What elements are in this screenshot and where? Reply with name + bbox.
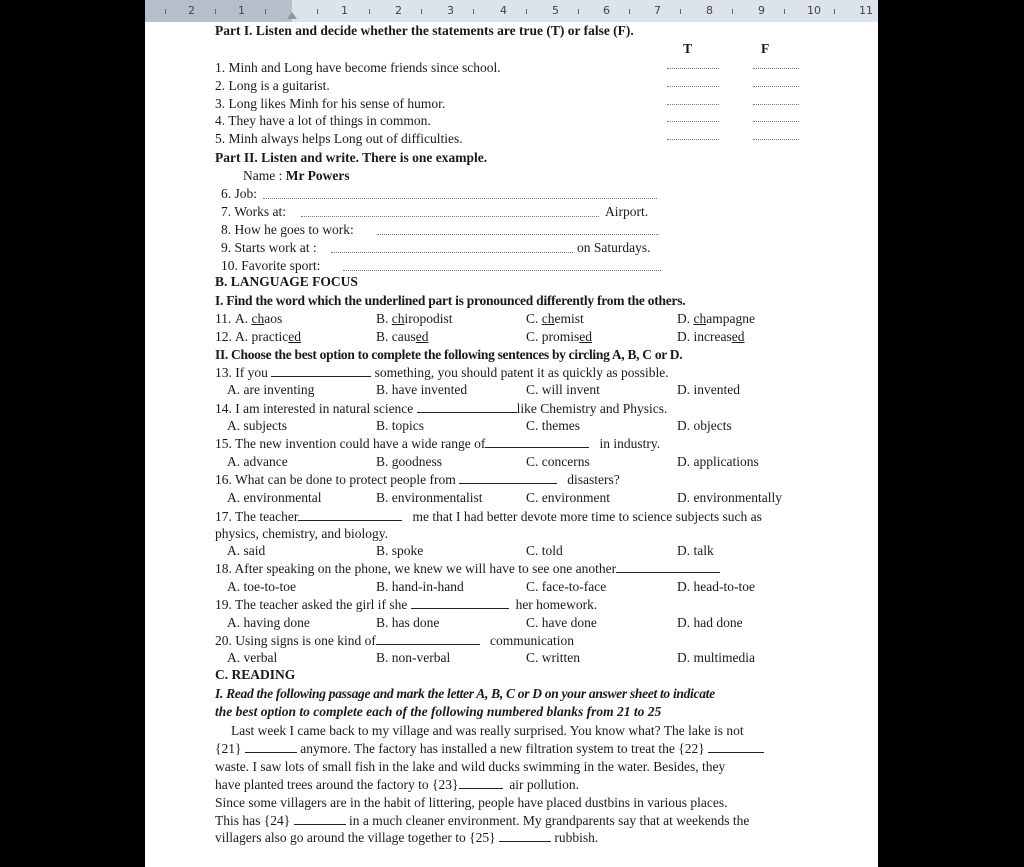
- q20-option-d[interactable]: D. multimedia: [677, 650, 755, 665]
- q18-text-before: 18. After speaking on the phone, we knew we will have to see one another: [215, 561, 617, 576]
- q16-text-after: disasters?: [567, 472, 620, 487]
- q14-answer-blank[interactable]: [417, 401, 517, 413]
- ruler-tick: [473, 9, 474, 14]
- ruler-label: 7: [654, 4, 661, 17]
- statement-4: 4. They have a lot of things in common.: [215, 113, 431, 128]
- question-8-label: 8. How he goes to work:: [221, 222, 354, 237]
- question-6-blank[interactable]: [263, 198, 657, 199]
- q16-option-c[interactable]: C. environment: [526, 490, 610, 505]
- ruler-margin-area: [145, 0, 292, 22]
- ruler-label: 3: [447, 4, 454, 17]
- q20-text-after: communication: [490, 633, 574, 648]
- reading-instruction-line-1: I. Read the following passage and mark the letter A, B, C or D on your answer sheet to indicate: [215, 686, 715, 701]
- answer-blank-t-3[interactable]: [667, 104, 719, 105]
- q12-c-prefix: C. promis: [526, 329, 580, 344]
- passage-line-7-end: rubbish.: [554, 830, 599, 845]
- blank-24-label: This has {24}: [215, 813, 291, 828]
- q12-b-prefix: B. caus: [376, 329, 416, 344]
- passage-line-7: [215, 830, 598, 846]
- q11-b-underlined: ch: [391, 311, 405, 326]
- q17-text-after: me that I had better devote more time to science subjects such as: [412, 509, 762, 524]
- q11-a-suffix: aos: [264, 311, 283, 326]
- q12-a-underlined: ed: [288, 329, 301, 344]
- section-c-heading: C. READING: [215, 667, 296, 682]
- question-10-label: 10. Favorite sport:: [221, 258, 321, 273]
- q19-option-d[interactable]: D. had done: [677, 615, 743, 630]
- q20-text-before: 20. Using signs is one kind of: [215, 633, 376, 648]
- ruler-label: 2: [395, 4, 402, 17]
- q11-option-a[interactable]: [235, 311, 282, 327]
- ruler-label: 8: [706, 4, 713, 17]
- q11-option-b[interactable]: [376, 311, 453, 327]
- question-17-continuation: physics, chemistry, and biology.: [215, 526, 388, 541]
- section-b-part2-heading: II. Choose the best option to complete the following sentences by circling A, B, C or D.: [215, 347, 683, 362]
- false-column-header: F: [761, 41, 770, 56]
- q19-text-before: 19. The teacher asked the girl if she: [215, 597, 408, 612]
- example-name: [243, 168, 350, 184]
- ruler-tick: [629, 9, 630, 14]
- q15-option-a[interactable]: A. advance: [227, 454, 288, 469]
- blank-21[interactable]: [245, 741, 297, 753]
- ruler-tick: [369, 9, 370, 14]
- q11-b-suffix: iropodist: [404, 311, 453, 326]
- q12-b-underlined: ed: [415, 329, 429, 344]
- answer-blank-f-2[interactable]: [753, 86, 799, 87]
- question-7-blank[interactable]: [301, 216, 599, 217]
- ruler-label: 1: [238, 4, 245, 17]
- passage-line-3: waste. I saw lots of small fish in the lake and wild ducks swimming in the water. Besides, they: [215, 759, 726, 774]
- q20-answer-blank[interactable]: [376, 633, 480, 645]
- q16-option-a[interactable]: A. environmental: [227, 490, 322, 505]
- answer-blank-t-4[interactable]: [667, 121, 719, 122]
- passage-line-6-text: in a much cleaner environment. My grandparents say that at weekends the: [348, 813, 750, 828]
- q17-answer-blank[interactable]: [298, 509, 402, 521]
- q11-d-suffix: ampagne: [706, 311, 755, 326]
- q12-c-underlined: ed: [579, 329, 593, 344]
- q14-text-before: 14. I am interested in natural science: [215, 401, 414, 416]
- q17-option-c[interactable]: C. told: [526, 543, 563, 558]
- ruler-label: 5: [552, 4, 559, 17]
- q15-answer-blank[interactable]: [485, 436, 589, 448]
- q18-option-d[interactable]: D. head-to-toe: [677, 579, 755, 594]
- q20-option-b[interactable]: B. non-verbal: [376, 650, 451, 665]
- q12-d-underlined: ed: [731, 329, 745, 344]
- q12-option-a[interactable]: [235, 329, 301, 345]
- question-9-end: on Saturdays.: [577, 240, 651, 255]
- q15-text-before: 15. The new invention could have a wide range of: [215, 436, 486, 451]
- q17-option-a[interactable]: A. said: [227, 543, 266, 558]
- blank-23-label: have planted trees around the factory to {23}: [215, 777, 459, 792]
- answer-blank-t-1[interactable]: [667, 68, 719, 69]
- question-12-number: 12.: [215, 329, 232, 344]
- blank-23[interactable]: [459, 777, 503, 789]
- blank-22[interactable]: [708, 741, 764, 753]
- q15-option-c[interactable]: C. concerns: [526, 454, 590, 469]
- true-column-header: T: [683, 41, 693, 56]
- q16-text-before: 16. What can be done to protect people from: [215, 472, 456, 487]
- q11-a-underlined: ch: [251, 311, 265, 326]
- blank-25-label: villagers also go around the village together to {25}: [215, 830, 496, 845]
- ruler-tick: [784, 9, 785, 14]
- ruler-tick: [680, 9, 681, 14]
- ruler-tick: [834, 9, 835, 14]
- section-b-heading: B. LANGUAGE FOCUS: [215, 274, 358, 289]
- q12-d-prefix: D. increas: [677, 329, 732, 344]
- q16-option-d[interactable]: D. environmentally: [677, 490, 782, 505]
- ruler-label: 1: [341, 4, 348, 17]
- question-19-stem: [215, 597, 597, 613]
- answer-blank-f-1[interactable]: [753, 68, 799, 69]
- q19-answer-blank[interactable]: [411, 597, 509, 609]
- q15-option-b[interactable]: B. goodness: [376, 454, 443, 469]
- document-page[interactable]: [145, 22, 878, 867]
- q16-option-b[interactable]: B. environmentalist: [376, 490, 483, 505]
- ruler-label: 2: [188, 4, 195, 17]
- q11-c-suffix: emist: [554, 311, 584, 326]
- q14-text-after: like Chemistry and Physics.: [516, 401, 668, 416]
- q13-option-c[interactable]: C. will invent: [526, 382, 600, 397]
- part1-heading: Part I. Listen and decide whether the statements are true (T) or false (F).: [215, 23, 634, 38]
- reading-instruction-line-2: the best option to complete each of the following numbered blanks from 21 to 25: [215, 704, 662, 719]
- ruler-label: 11: [859, 4, 873, 17]
- blank-21-label: {21}: [215, 741, 242, 756]
- q11-a-prefix: A.: [235, 311, 252, 326]
- ruler-tick: [578, 9, 579, 14]
- question-18-stem: [215, 561, 720, 577]
- q13-option-a[interactable]: A. are inventing: [227, 382, 315, 397]
- q16-answer-blank[interactable]: [459, 472, 557, 484]
- q12-a-prefix: A. practic: [235, 329, 289, 344]
- question-16-stem: [215, 472, 620, 488]
- statement-3: 3. Long likes Minh for his sense of humor.: [215, 96, 446, 111]
- passage-line-6: [215, 813, 749, 829]
- passage-line-4-end: air pollution.: [509, 777, 579, 792]
- passage-line-5: Since some villagers are in the habit of littering, people have placed dustbins in various places.: [215, 795, 728, 810]
- passage-line-4: [215, 777, 579, 793]
- q13-text-after: something, you should patent it as quickly as possible.: [374, 365, 669, 380]
- answer-blank-f-5[interactable]: [753, 139, 799, 140]
- blank-25[interactable]: [499, 830, 551, 842]
- q11-option-d[interactable]: [677, 311, 755, 327]
- q15-text-after: in industry.: [599, 436, 661, 451]
- question-11-number: 11.: [215, 311, 232, 326]
- q18-option-a[interactable]: A. toe-to-toe: [227, 579, 296, 594]
- name-value: Mr Powers: [285, 168, 350, 183]
- q17-option-d[interactable]: D. talk: [677, 543, 714, 558]
- question-17-stem: [215, 509, 762, 525]
- question-9-label: 9. Starts work at :: [221, 240, 317, 255]
- q13-answer-blank[interactable]: [271, 365, 371, 377]
- q11-d-prefix: D.: [677, 311, 694, 326]
- q14-option-a[interactable]: A. subjects: [227, 418, 287, 433]
- q12-option-c[interactable]: [526, 329, 592, 345]
- ruler-tick: [732, 9, 733, 14]
- question-9-blank[interactable]: [331, 252, 573, 253]
- q20-option-a[interactable]: A. verbal: [227, 650, 278, 665]
- answer-blank-f-3[interactable]: [753, 104, 799, 105]
- q20-option-c[interactable]: C. written: [526, 650, 580, 665]
- q18-option-c[interactable]: C. face-to-face: [526, 579, 607, 594]
- statement-1: 1. Minh and Long have become friends since school.: [215, 60, 501, 75]
- q14-option-b[interactable]: B. topics: [376, 418, 425, 433]
- q11-d-underlined: ch: [693, 311, 707, 326]
- q12-option-d[interactable]: [677, 329, 744, 345]
- ruler-tick: [526, 9, 527, 14]
- horizontal-ruler[interactable]: [145, 0, 878, 23]
- q17-text-before: 17. The teacher: [215, 509, 299, 524]
- part2-heading: Part II. Listen and write. There is one example.: [215, 150, 488, 165]
- q19-text-after: her homework.: [515, 597, 598, 612]
- q15-option-d[interactable]: D. applications: [677, 454, 759, 469]
- answer-blank-f-4[interactable]: [753, 121, 799, 122]
- q19-option-c[interactable]: C. have done: [526, 615, 597, 630]
- q12-option-b[interactable]: [376, 329, 429, 345]
- ruler-label: 4: [500, 4, 507, 17]
- q13-text-before: 13. If you: [215, 365, 268, 380]
- ruler-label: 10: [807, 4, 821, 17]
- question-7-end: Airport.: [605, 204, 649, 219]
- ruler-tick: [317, 9, 318, 14]
- q13-option-b[interactable]: B. have invented: [376, 382, 468, 397]
- blank-24[interactable]: [294, 813, 346, 825]
- q18-option-b[interactable]: B. hand-in-hand: [376, 579, 464, 594]
- question-14-stem: [215, 401, 667, 417]
- question-8-blank[interactable]: [377, 234, 659, 235]
- question-15-stem: [215, 436, 660, 452]
- q11-c-prefix: C.: [526, 311, 542, 326]
- question-6-label: 6. Job:: [221, 186, 258, 201]
- q11-b-prefix: B.: [376, 311, 392, 326]
- q13-option-d[interactable]: D. invented: [677, 382, 740, 397]
- statement-2: 2. Long is a guitarist.: [215, 78, 330, 93]
- q11-c-underlined: ch: [541, 311, 555, 326]
- q19-option-b[interactable]: B. has done: [376, 615, 440, 630]
- ruler-tick: [215, 9, 216, 14]
- q19-option-a[interactable]: A. having done: [227, 615, 310, 630]
- passage-line-1: Last week I came back to my village and was really surprised. You know what? The lake is not: [231, 723, 744, 738]
- question-7-label: 7. Works at:: [221, 204, 287, 219]
- ruler-label: 6: [603, 4, 610, 17]
- answer-blank-t-5[interactable]: [667, 139, 719, 140]
- passage-line-2-text: anymore. The factory has installed a new filtration system to treat the {22}: [300, 741, 705, 756]
- question-13-stem: [215, 365, 669, 381]
- q18-answer-blank[interactable]: [616, 561, 720, 573]
- statement-5: 5. Minh always helps Long out of difficulties.: [215, 131, 463, 146]
- answer-blank-t-2[interactable]: [667, 86, 719, 87]
- q17-option-b[interactable]: B. spoke: [376, 543, 424, 558]
- passage-line-2: [215, 741, 764, 757]
- question-20-stem: [215, 633, 574, 649]
- q14-option-c[interactable]: C. themes: [526, 418, 580, 433]
- section-b-part1-heading: I. Find the word which the underlined part is pronounced differently from the others.: [215, 293, 686, 308]
- name-label: Name :: [243, 168, 286, 183]
- indent-marker[interactable]: [287, 12, 297, 19]
- ruler-tick: [421, 9, 422, 14]
- q14-option-d[interactable]: D. objects: [677, 418, 732, 433]
- q11-option-c[interactable]: [526, 311, 584, 327]
- ruler-tick: [265, 9, 266, 14]
- ruler-tick: [165, 9, 166, 14]
- ruler-label: 9: [758, 4, 765, 17]
- question-10-blank[interactable]: [343, 270, 661, 271]
